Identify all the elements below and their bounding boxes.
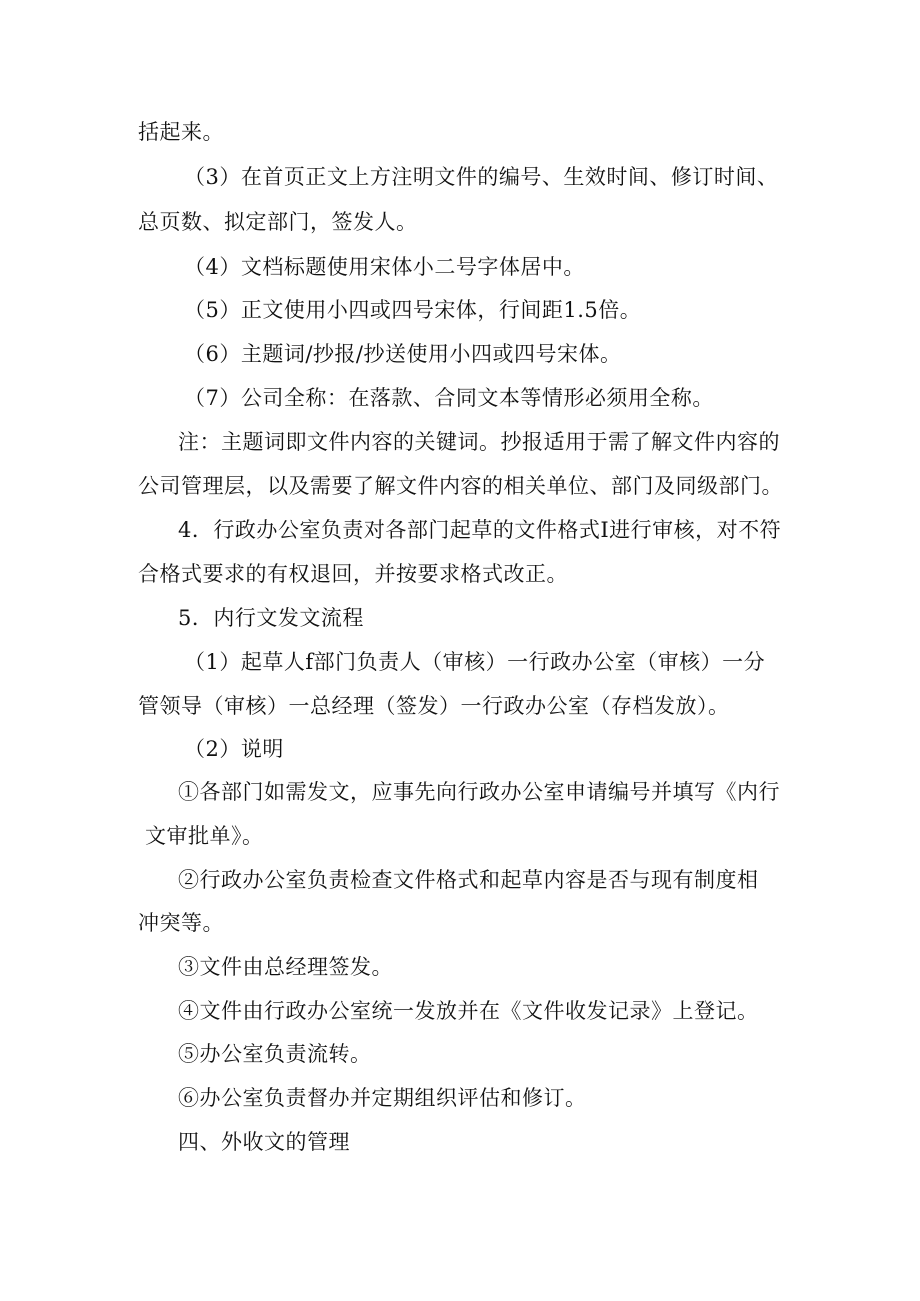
text-line: 注：主题词即文件内容的关键词。抄报适用于需了解文件内容的 xyxy=(178,430,780,454)
text-line: ③文件由总经理签发。 xyxy=(178,955,393,979)
text-line: ②行政办公室负责检查文件格式和起草内容是否与现有制度相 xyxy=(178,868,759,892)
text-line: 总页数、拟定部门，签发人。 xyxy=(138,210,418,234)
text-line: 管领导（审核）一总经理（签发）一行政办公室（存档发放）。 xyxy=(138,694,730,718)
text-line: 公司管理层，以及需要了解文件内容的相关单位、部门及同级部门。 xyxy=(138,474,783,498)
text-line: ④文件由行政办公室统一发放并在《文件收发记录》上登记。 xyxy=(178,999,759,1023)
text-line: ⑥办公室负责督办并定期组织评估和修订。 xyxy=(178,1086,587,1110)
text-line: ①各部门如需发文，应事先向行政办公室申请编号并填写《内行 xyxy=(178,780,780,804)
section-heading: 四、外收文的管理 xyxy=(178,1130,350,1154)
text-line: （2）说明 xyxy=(184,737,284,761)
text-line: （3）在首页正文上方注明文件的编号、生效时间、修订时间、 xyxy=(184,165,779,189)
section-heading: 5．内行文发文流程 xyxy=(178,606,364,630)
text-line: 4．行政办公室负责对各部门起草的文件格式I进行审核，对不符 xyxy=(178,518,782,542)
text-line: （7）公司全称：在落款、合同文本等情形必须用全称。 xyxy=(184,386,714,410)
text-line: 冲突等。 xyxy=(138,911,224,935)
text-line: （6）主题词/抄报/抄送使用小四或四号宋体。 xyxy=(184,342,622,366)
text-line: 合格式要求的有权退回，并按要求格式改正。 xyxy=(138,562,568,586)
text-line: （5）正文使用小四或四号宋体，行间距1.5倍。 xyxy=(184,298,642,322)
text-line: （4）文档标题使用宋体小二号字体居中。 xyxy=(184,255,585,279)
text-line: 括起来。 xyxy=(138,120,224,144)
text-line: （1）起草人f部门负责人（审核）一行政办公室（审核）一分 xyxy=(184,650,766,674)
text-line: ⑤办公室负责流转。 xyxy=(178,1042,372,1066)
text-line: 文审批单》。 xyxy=(145,824,264,848)
